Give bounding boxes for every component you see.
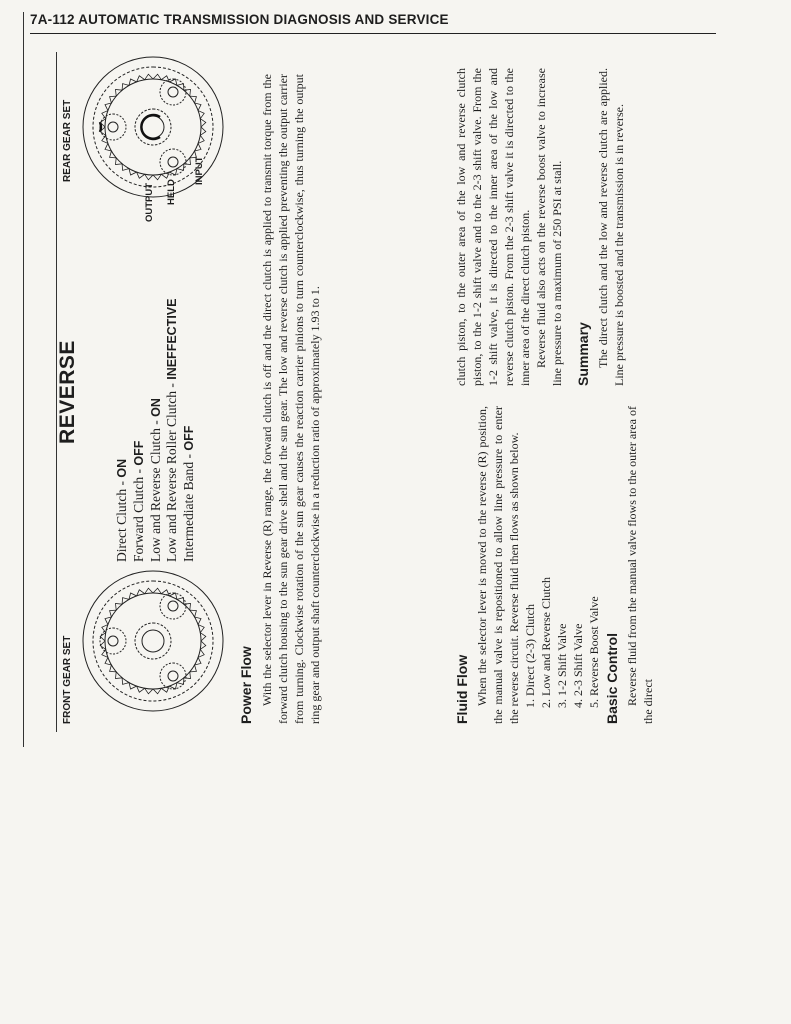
- list-item: 4. 2-3 Shift Valve: [570, 406, 586, 696]
- list-item: 3. 1-2 Shift Valve: [554, 406, 570, 696]
- status-row: Forward Clutch - OFF: [130, 440, 146, 562]
- basic-control-continued: [453, 68, 627, 386]
- basic-control-text-2: Reverse fluid also acts on the reverse boost valve to increase line pressure to a maximum of 250 PSI at stall.: [534, 68, 564, 386]
- status-row: Direct Clutch - ON: [114, 458, 129, 562]
- page-header: 7A-112 AUTOMATIC TRANSMISSION DIAGNOSIS AND SERVICE: [30, 12, 449, 27]
- fluid-flow-text: When the selector lever is moved to the reverse (R) position, the manual valve is repositioned to allow line pressure to enter the reverse circuit. Reverse fluid then flows as shown below.: [475, 406, 521, 724]
- front-gear-set-label: FRONT GEAR SET: [62, 635, 73, 724]
- held-callout: HELD: [166, 179, 177, 205]
- summary-text: The direct clutch and the low and reverse clutch are applied. Line pressure is boosted and the transmission is in reverse.: [596, 68, 626, 386]
- basic-control-heading: Basic Control: [604, 632, 620, 724]
- front-gear-set-diagram: [78, 566, 228, 716]
- power-flow-heading: Power Flow: [238, 646, 254, 724]
- margin-rule: [23, 12, 24, 747]
- list-item: 1. Direct (2-3) Clutch: [522, 406, 538, 696]
- sun-rotation-arrow: [141, 115, 160, 139]
- header-rule: [30, 33, 716, 34]
- fluid-flow-list: [522, 406, 602, 724]
- status-row: Low and Reverse Roller Clutch - INEFFECTIVE: [164, 298, 180, 562]
- input-callout: INPUT: [194, 156, 205, 185]
- ring-gear-teeth: [100, 74, 206, 180]
- rotated-content: [56, 52, 716, 732]
- fluid-flow-section: [454, 406, 656, 724]
- status-row: Intermediate Band - OFF: [181, 425, 197, 562]
- page-title: REVERSE: [56, 340, 79, 444]
- output-callout: OUTPUT: [144, 182, 155, 222]
- summary-heading: Summary: [575, 322, 591, 386]
- list-item: 2. Low and Reverse Clutch: [538, 406, 554, 696]
- fluid-flow-heading: Fluid Flow: [454, 654, 470, 724]
- basic-control-text: Reverse fluid from the manual valve flows to the outer area of the direct: [625, 406, 655, 724]
- list-item: 5. Reverse Boost Valve: [586, 406, 602, 696]
- component-status-list: [114, 299, 198, 562]
- power-flow-section: [238, 74, 323, 724]
- ring-gear-teeth: [100, 588, 206, 694]
- rear-gear-set-label: REAR GEAR SET: [62, 99, 73, 182]
- rear-gear-set-diagram: [78, 52, 228, 202]
- basic-control-text-continued: clutch piston, to the outer area of the low and reverse clutch piston, to the 1-2 shift valve and to the 2-3 shift valve. From the 1-2 shift valve, it is directed to the inner area of the low and reverse clutch piston. From the 2-3 shift valve it is directed to the inner area of the direct clutch piston.: [454, 68, 532, 386]
- power-flow-text: With the selector lever in Reverse (R) range, the forward clutch is off and the direct clutch is applied to transmit torque from the forward clutch housing to the sun gear drive shell and the sun gear. The low and reverse clutch is applied preventing the output carrier from turning. Clockwise rotation of the sun gear causes the reaction carrier pinions to turn counterclockwise, thus turning the output ring gear and output shaft counterclockwise in a reduction ratio of approximately 1.93 to 1.: [260, 74, 322, 724]
- status-row: Low and Reverse Clutch - ON: [147, 398, 163, 562]
